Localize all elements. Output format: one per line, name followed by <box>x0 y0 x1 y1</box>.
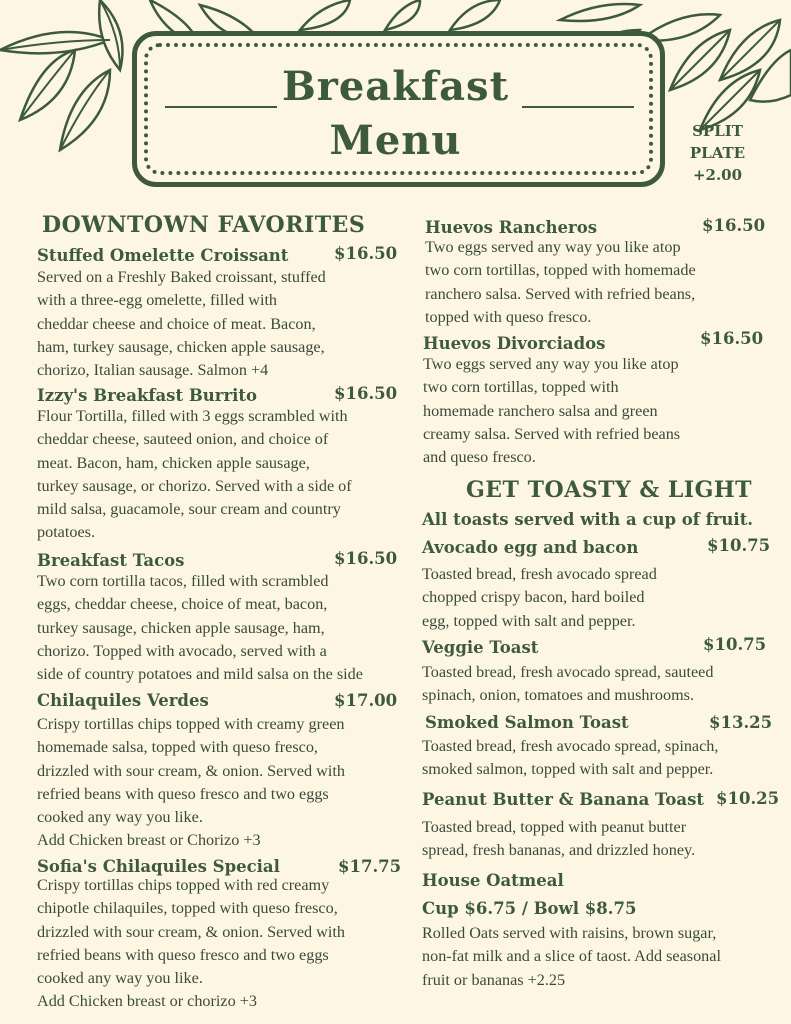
desc-line: fruit or bananas +2.25 <box>422 970 566 989</box>
desc-line: meat. Bacon, ham, chicken apple sausage, <box>37 453 310 472</box>
desc-line: Toasted bread, topped with peanut butter <box>422 818 687 836</box>
item-desc-veggie-toast <box>422 661 713 708</box>
desc-line: Toasted bread, fresh avocado spread, spinach, <box>422 737 719 755</box>
desc-line: Add Chicken breast or chorizo +3 <box>37 992 257 1011</box>
item-price-peanut-butter-toast: $10.25 <box>716 789 780 808</box>
desc-line: refried beans with queso fresco and two eggs <box>37 945 329 964</box>
item-name-huevos-divorciados: Huevos Divorciados <box>423 334 606 353</box>
toasts-fruit-note: All toasts served with a cup of fruit. <box>422 510 754 529</box>
desc-line: two corn tortillas, topped with homemade <box>425 261 696 280</box>
item-desc-avocado-egg-bacon <box>422 563 657 633</box>
desc-line: chipotle chilaquiles, topped with queso fresco, <box>37 899 338 918</box>
item-name-huevos-rancheros: Huevos Rancheros <box>425 218 598 237</box>
item-name-veggie-toast: Veggie Toast <box>422 638 539 657</box>
section-downtown-favorites: DOWNTOWN FAVORITES <box>42 212 366 238</box>
desc-line: ham, turkey sausage, chicken apple sausage, <box>37 337 325 356</box>
desc-line: spinach, onion, tomatoes and mushrooms. <box>422 686 695 705</box>
desc-line: homemade salsa, topped with queso fresco, <box>37 738 318 757</box>
split-plate-line2: PLATE <box>689 144 746 162</box>
desc-line: Flour Tortilla, filled with 3 eggs scrambled with <box>37 407 348 425</box>
desc-line: Crispy tortillas chips topped with red creamy <box>37 876 330 894</box>
item-desc-stuffed-omelette <box>37 266 326 382</box>
item-price-house-oatmeal: Cup $6.75 / Bowl $8.75 <box>422 899 637 918</box>
item-name-chilaquiles-verdes: Chilaquiles Verdes <box>37 691 209 710</box>
item-price-huevos-rancheros: $16.50 <box>702 216 766 235</box>
desc-line: Served on a Freshly Baked croissant, stuffed <box>37 268 326 286</box>
split-plate-line1: SPLIT <box>692 122 743 140</box>
desc-line: and queso fresco. <box>423 448 536 467</box>
section-get-toasty: GET TOASTY & LIGHT <box>466 477 753 503</box>
desc-line: drizzled with sour cream, & onion. Served with <box>37 761 345 780</box>
item-price-chilaquiles-verdes: $17.00 <box>334 691 398 710</box>
desc-line: cooked any way you like. <box>37 969 203 988</box>
desc-line: eggs, cheddar cheese, choice of meat, bacon, <box>37 595 328 614</box>
item-price-smoked-salmon-toast: $13.25 <box>709 713 773 732</box>
desc-line: potatoes. <box>37 523 95 542</box>
item-desc-smoked-salmon-toast <box>422 735 718 782</box>
item-price-avocado-egg-bacon: $10.75 <box>707 536 771 555</box>
desc-line: turkey sausage, or chorizo. Served with a side of <box>37 476 352 495</box>
desc-line: chorizo, Italian sausage. Salmon +4 <box>37 361 269 380</box>
item-desc-breakfast-burrito <box>37 405 352 545</box>
desc-line: two corn tortillas, topped with <box>423 378 619 397</box>
desc-line: creamy salsa. Served with refried beans <box>423 424 681 443</box>
item-price-veggie-toast: $10.75 <box>703 635 767 654</box>
item-desc-sofias-chilaquiles <box>37 874 345 1014</box>
desc-line: egg, topped with salt and pepper. <box>422 611 636 630</box>
item-price-breakfast-burrito: $16.50 <box>334 384 398 403</box>
desc-line: Two eggs served any way you like atop <box>423 355 679 373</box>
item-name-breakfast-burrito: Izzy's Breakfast Burrito <box>37 386 258 405</box>
item-price-stuffed-omelette: $16.50 <box>334 244 398 263</box>
desc-line: cooked any way you like. <box>37 808 203 827</box>
item-desc-chilaquiles-verdes <box>37 713 345 853</box>
desc-line: Add Chicken breast or Chorizo +3 <box>37 831 261 850</box>
item-name-stuffed-omelette: Stuffed Omelette Croissant <box>37 246 289 265</box>
desc-line: chopped crispy bacon, hard boiled <box>422 588 645 607</box>
desc-line: spread, fresh bananas, and drizzled honey. <box>422 841 696 860</box>
desc-line: Toasted bread, fresh avocado spread <box>422 565 657 583</box>
item-price-huevos-divorciados: $16.50 <box>700 329 764 348</box>
desc-line: homemade ranchero salsa and green <box>423 401 658 420</box>
item-desc-peanut-butter-toast <box>422 816 695 863</box>
item-price-breakfast-tacos: $16.50 <box>334 549 398 568</box>
desc-line: with a three-egg omelette, filled with <box>37 291 278 310</box>
desc-line: chorizo. Topped with avocado, served with a <box>37 641 327 660</box>
desc-line: cheddar cheese, sauteed onion, and choice of <box>37 430 329 449</box>
item-desc-house-oatmeal <box>422 922 721 992</box>
desc-line: Two eggs served any way you like atop <box>425 238 681 256</box>
split-plate-price: +2.00 <box>692 166 743 184</box>
desc-line: cheddar cheese and choice of meat. Bacon, <box>37 314 316 333</box>
item-desc-breakfast-tacos <box>37 570 363 686</box>
desc-line: Crispy tortillas chips topped with creamy green <box>37 715 345 733</box>
split-plate-note <box>680 120 755 186</box>
item-name-house-oatmeal: House Oatmeal <box>422 871 564 890</box>
desc-line: mild salsa, guacamole, sour cream and country <box>37 500 341 519</box>
desc-line: Rolled Oats served with raisins, brown sugar, <box>422 924 717 942</box>
desc-line: ranchero salsa. Served with refried beans, <box>425 284 696 303</box>
desc-line: topped with queso fresco. <box>425 307 592 326</box>
item-name-breakfast-tacos: Breakfast Tacos <box>37 551 185 570</box>
title-menu: Menu <box>329 117 462 164</box>
desc-line: drizzled with sour cream, & onion. Served with <box>37 922 345 941</box>
item-name-smoked-salmon-toast: Smoked Salmon Toast <box>425 713 629 732</box>
title-breakfast: Breakfast <box>281 63 510 110</box>
desc-line: non-fat milk and a slice of taost. Add seasonal <box>422 947 721 966</box>
item-price-sofias-chilaquiles: $17.75 <box>338 857 402 876</box>
desc-line: side of country potatoes and mild salsa on the side <box>37 665 363 684</box>
desc-line: refried beans with queso fresco and two eggs <box>37 784 329 803</box>
desc-line: turkey sausage, chicken apple sausage, ham, <box>37 618 325 637</box>
item-name-peanut-butter-toast: Peanut Butter & Banana Toast <box>422 790 705 809</box>
desc-line: Toasted bread, fresh avocado spread, sauteed <box>422 663 714 681</box>
item-desc-huevos-divorciados <box>423 353 680 469</box>
desc-line: smoked salmon, topped with salt and pepper. <box>422 760 714 779</box>
item-name-avocado-egg-bacon: Avocado egg and bacon <box>422 538 639 557</box>
desc-line: Two corn tortilla tacos, filled with scrambled <box>37 572 329 590</box>
item-desc-huevos-rancheros <box>425 236 696 329</box>
item-name-sofias-chilaquiles: Sofia's Chilaquiles Special <box>37 857 280 876</box>
